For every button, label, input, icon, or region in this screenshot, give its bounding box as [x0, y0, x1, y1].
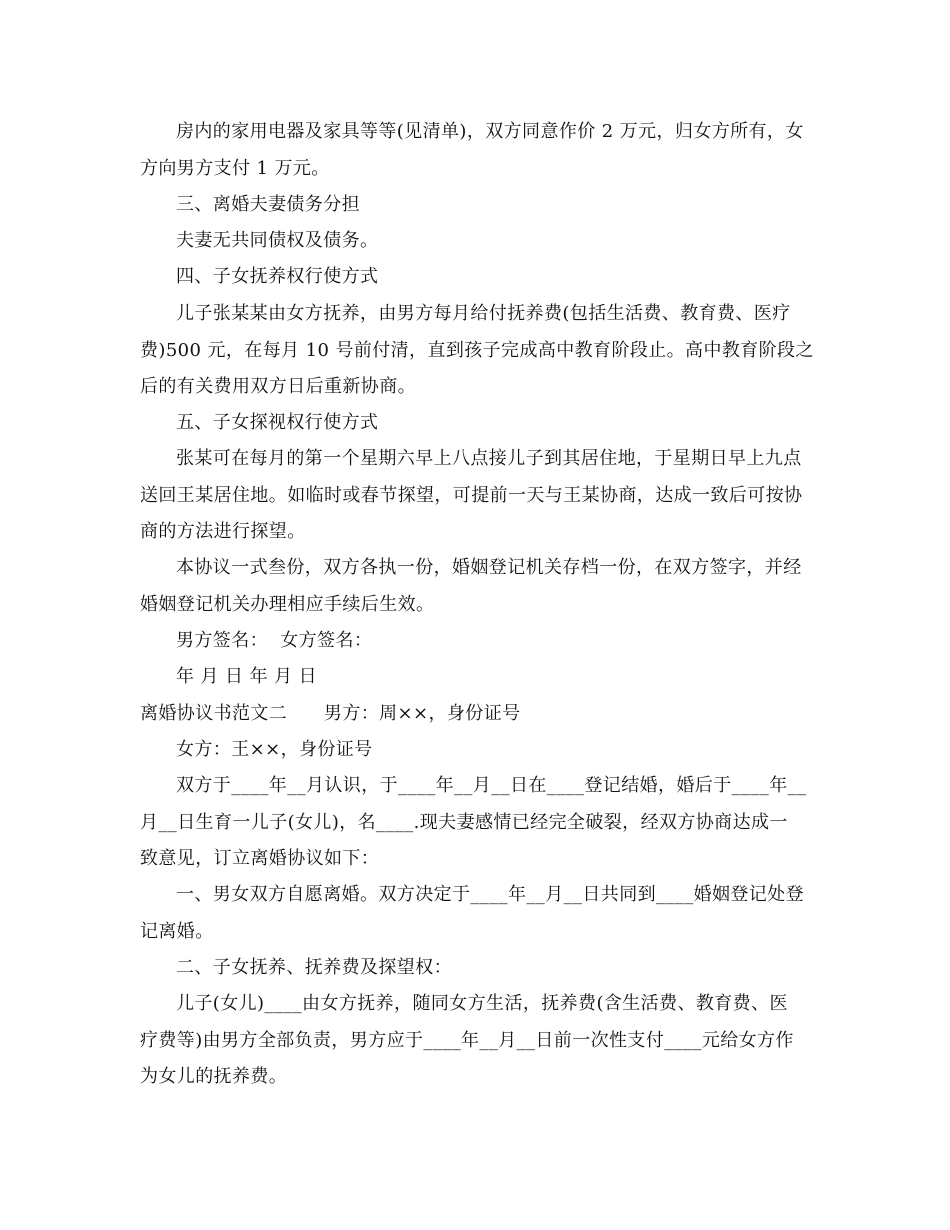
text-line: 费)500 元，在每月 10 号前付清，直到孩子完成高中教育阶段止。高中教育阶段之 [140, 340, 814, 361]
date-line: 年 月 日 年 月 日 [176, 666, 318, 687]
section-heading: 二、子女抚养、抚养费及探望权： [176, 957, 452, 978]
text-line: 夫妻无共同债权及债务。 [176, 230, 379, 251]
text-line: 商的方法进行探望。 [140, 521, 306, 542]
text-line: 儿子张某某由女方抚养，由男方每月给付抚养费(包括生活费、教育费、医疗 [176, 303, 791, 324]
text-line: 后的有关费用双方日后重新协商。 [140, 376, 416, 397]
text-line: 房内的家用电器及家具等等(见清单)，双方同意作价 2 万元，归女方所有，女 [176, 121, 804, 142]
section-heading: 五、子女探视权行使方式 [176, 412, 379, 433]
section-heading: 四、子女抚养权行使方式 [176, 266, 379, 287]
text-line: 方向男方支付 1 万元。 [140, 158, 330, 179]
section-heading: 三、离婚夫妻债务分担 [176, 194, 360, 215]
signature-line: 男方签名： 女方签名： [176, 630, 373, 651]
text-line: 婚姻登记机关办理相应手续后生效。 [140, 594, 435, 615]
text-line: 张某可在每月的第一个星期六早上八点接儿子到其居住地，于星期日早上九点 [176, 448, 802, 469]
text-line: 儿子(女儿)____由女方抚养，随同女方生活，抚养费(含生活费、教育费、医 [176, 993, 788, 1014]
document-title-line: 离婚协议书范文二 男方：周××，身份证号 [140, 703, 521, 724]
text-line: 女方：王××，身份证号 [176, 739, 373, 760]
text-line: 记离婚。 [140, 921, 214, 942]
text-line: 疗费等)由男方全部负责，男方应于____年__月__日前一次性支付____元给女方作 [140, 1030, 794, 1051]
text-line: 一、男女双方自愿离婚。双方决定于____年__月__日共同到____婚姻登记处登 [176, 884, 804, 905]
text-line: 致意见，订立离婚协议如下： [140, 848, 380, 869]
text-line: 送回王某居住地。如临时或春节探望，可提前一天与王某协商，达成一致后可按协 [140, 485, 803, 506]
text-line: 本协议一式叁份，双方各执一份，婚姻登记机关存档一份，在双方签字，并经 [176, 557, 802, 578]
text-line: 月__日生育一儿子(女儿)，名____.现夫妻感情已经完全破裂，经双方协商达成一 [140, 812, 788, 833]
text-line: 双方于____年__月认识，于____年__月__日在____登记结婚，婚后于____年__ [176, 775, 807, 796]
text-line: 为女儿的抚养费。 [140, 1066, 288, 1087]
